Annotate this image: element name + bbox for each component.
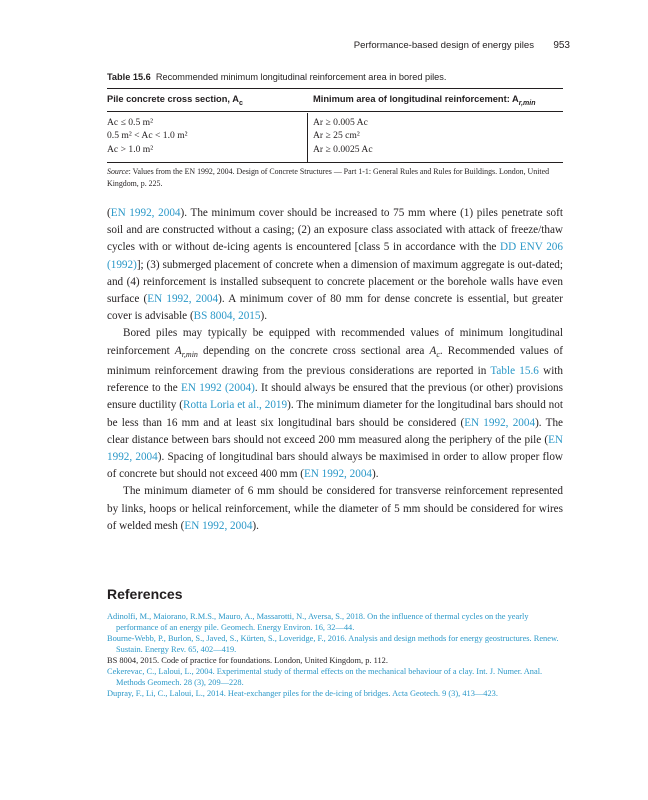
references-heading: References: [107, 586, 183, 602]
table-cell-reinforcement: Ar ≥ 25 cm²: [313, 130, 360, 142]
math-symbol: $A_c$: [429, 344, 440, 359]
table-source-note: [107, 166, 563, 189]
table-cell-cross-section: 0.5 m² < Ac < 1.0 m²: [107, 130, 188, 142]
citation-link[interactable]: BS 8004, 2015: [193, 310, 261, 323]
table-body: [107, 117, 563, 157]
reference-item[interactable]: Adinolfi, M., Maiorano, R.M.S., Mauro, A., Massarotti, N., Aversa, S., 2018. On the influence of thermal cycles on the yearly performance of an energy pile. Geomech. Energy Environ. 16, 32—44.: [107, 612, 529, 632]
citation-link[interactable]: EN 1992, 2004: [184, 519, 253, 532]
page-number: 953: [553, 40, 570, 51]
table-caption-text: Recommended minimum longitudinal reinforcement area in bored piles.: [155, 72, 447, 82]
reference-item[interactable]: Dupray, F., Li, C., Laloui, L., 2014. Heat-exchanger piles for the de-icing of bridges. Acta Geotech. 9 (3), 413—423.: [107, 689, 498, 698]
body-paragraph-3: The minimum diameter of 6 mm should be considered for transverse reinforcement represented by links, hoops or helical reinforcement, while the diameter of 5 mm should be considered for wires of welded mesh (EN 1992, 2004).: [107, 485, 563, 532]
table-top-rule: [107, 88, 563, 89]
citation-link[interactable]: EN 1992, 2004: [110, 207, 181, 219]
table-col2-header: Minimum area of longitudinal reinforcement: $A_{r,min}$: [313, 94, 536, 107]
reference-item[interactable]: Cekerevac, C., Laloui, L., 2004. Experimental study of thermal effects on the mechanical behaviour of a clay. Int. J. Numer. Anal. Methods Geomech. 28 (3), 209—228.: [107, 667, 543, 687]
citation-link[interactable]: EN 1992, 2004: [147, 293, 219, 306]
reference-item[interactable]: Bourne-Webb, P., Burlon, S., Javed, S., Kürten, S., Loveridge, F., 2016. Analysis and design methods for energy geostructures. Renew. Sustain. Energy Rev. 65, 402—419.: [107, 634, 559, 654]
citation-link[interactable]: EN 1992, 2004: [107, 433, 563, 464]
running-title: Performance-based design of energy piles: [353, 40, 534, 51]
table-cell-reinforcement: Ar ≥ 0.0025 Ac: [313, 143, 373, 155]
table-cell-cross-section: Ac ≤ 0.5 m²: [107, 117, 153, 128]
citation-link[interactable]: Rotta Loria et al., 2019: [182, 399, 288, 412]
body-paragraph-2: Bored piles may typically be equipped with recommended values of minimum longitudinal reinforcement $A_{r,min}$ depending on the concrete cross sectional area $A_c$. Recommended values of minimum reinforcement drawing from the previous considerations are reported in Table 15.6 with reference to the EN 1992 (2004). It should always be ensured that the previous (or other) provisions ensure ductility (Rotta Loria et al., 2019). The minimum diameter for the longitudinal bars should not be less than 16 mm and at least six longitudinal bars should be considered (EN 1992, 2004). The clear distance between bars should not exceed 200 mm measured along the periphery of the pile (EN 1992, 2004). Spacing of longitudinal bars should always be maximised in order to allow proper flow of concrete but should not exceed 400 mm (EN 1992, 2004).: [107, 327, 564, 481]
table-row: [107, 130, 563, 143]
table-source-text: : Values from the EN 1992, 2004. Design of Concrete Structures — Part 1-1: General Rules and Rules for Buildings. London, United Kingdom, p. 225.: [107, 167, 550, 188]
table-row: [107, 117, 563, 130]
reference-item: BS 8004, 2015. Code of practice for foundations. London, United Kingdom, p. 112.: [107, 656, 388, 665]
citation-link[interactable]: EN 1992 (2004): [181, 382, 255, 395]
table-header-rule: [107, 111, 563, 112]
citation-link[interactable]: Table 15.6: [490, 365, 539, 378]
references-list: [107, 611, 563, 699]
page-header: [107, 40, 570, 54]
body-text: [107, 205, 563, 535]
table-caption: [107, 72, 567, 82]
table-bottom-rule: [107, 162, 563, 163]
citation-link[interactable]: EN 1992, 2004: [303, 468, 373, 481]
citation-link[interactable]: EN 1992, 2004: [464, 416, 536, 429]
math-symbol: $A_{r,min}$: [174, 344, 198, 359]
table-source-label: Source: [107, 167, 129, 176]
table-label: Table 15.6: [107, 72, 151, 82]
table-row: [107, 144, 563, 157]
table-cell-cross-section: Ac > 1.0 m²: [107, 143, 154, 155]
table-cell-reinforcement: Ar ≥ 0.005 Ac: [313, 117, 368, 128]
table-col1-header: Pile concrete cross section, $A_c$: [107, 94, 243, 107]
citation-link[interactable]: DD ENV 206 (1992): [107, 241, 563, 271]
body-paragraph-1: (EN 1992, 2004). The minimum cover should be increased to 75 mm where (1) piles penetrate soft soil and are constructed without a casing; (2) an exposure class associated with attack of freeze/thaw cycles with or without de-icing agents is encountered [class 5 in accordance with the DD ENV 206 (1992)]; (3) submerged placement of concrete when a dimension of maximum aggregate is out-dated; and (4) reinforcement is installed subsequent to concrete placement or the borehole walls have even surface (EN 1992, 2004). A minimum cover of 80 mm for dense concrete is essential, but greater cover is advisable (BS 8004, 2015).: [107, 207, 563, 323]
